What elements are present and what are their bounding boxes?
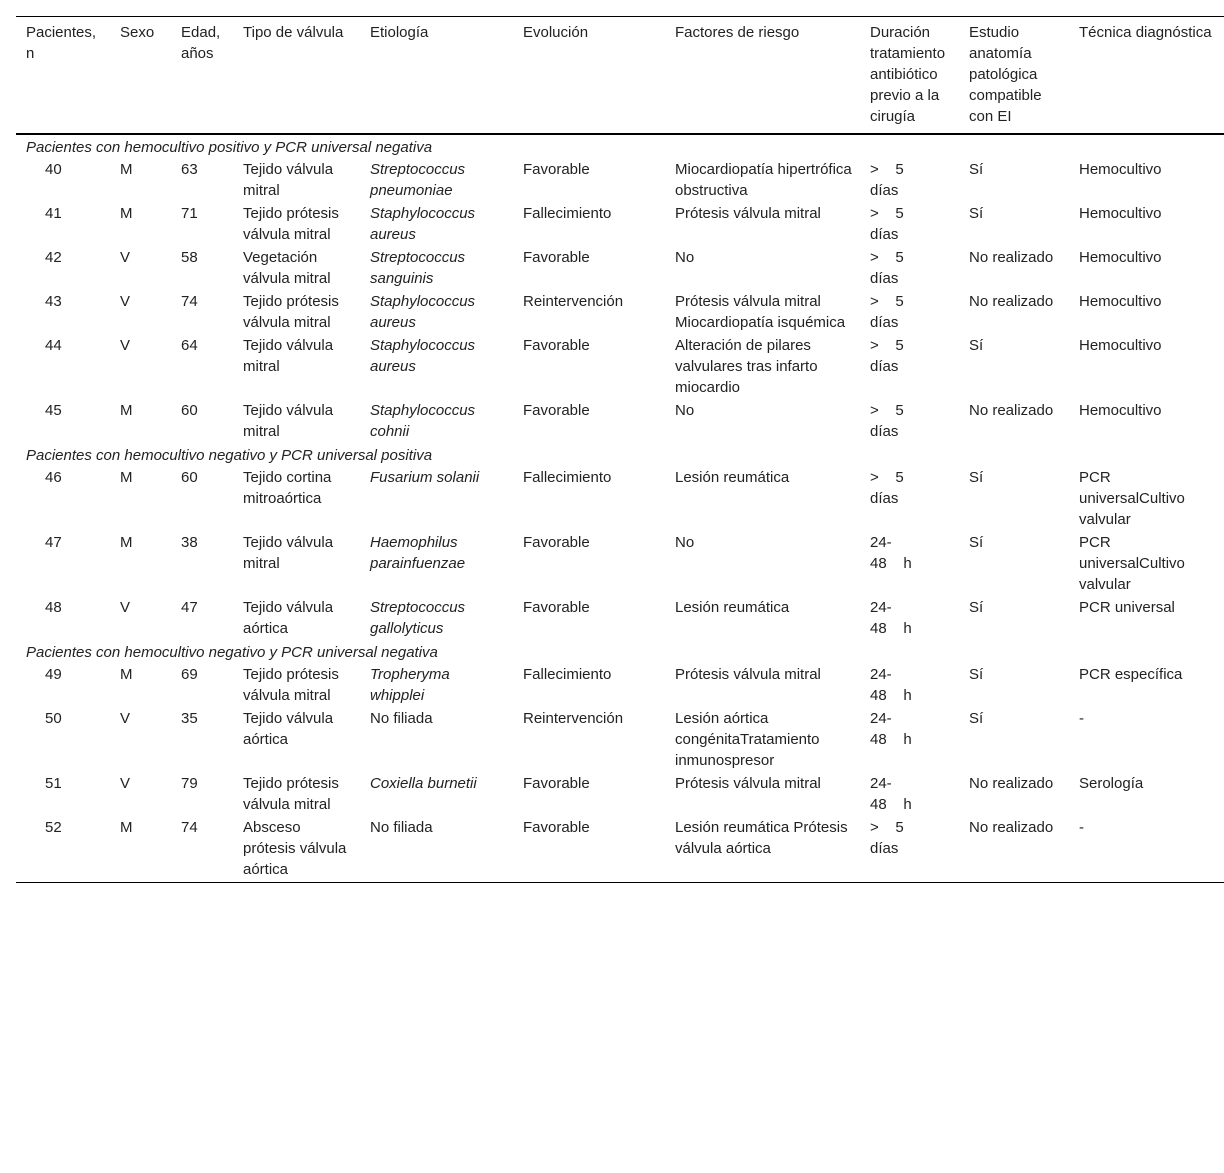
cell-factores: No [675, 402, 695, 419]
table-row [16, 290, 1224, 334]
cell-patient-number: 42 [45, 249, 62, 266]
duracion-line-2: días [870, 314, 899, 331]
cell-valvula: Tejido válvula mitral [243, 161, 334, 199]
cell-valvula: Tejido prótesis válvula mitral [243, 666, 339, 704]
cell-edad: 69 [181, 666, 198, 683]
cell-tecnica: PCR universalCultivo valvular [1079, 534, 1185, 593]
cell-tecnica: Hemocultivo [1079, 337, 1162, 354]
cell-sexo: M [120, 161, 133, 178]
cell-etiologia: Streptococcus sanguinis [370, 249, 466, 287]
duracion-line-1: > 5 [870, 293, 904, 310]
table-body [16, 134, 1224, 883]
header-pacientes: Pacientes, n [26, 24, 97, 62]
header-anatomia: Estudio anatomía patológica compatible con EI [969, 24, 1042, 125]
cell-evolucion: Fallecimiento [523, 205, 612, 222]
table-header [16, 17, 1224, 135]
patients-table [16, 16, 1224, 883]
cell-edad: 63 [181, 161, 198, 178]
cell-anatomia: Sí [969, 337, 984, 354]
cell-sexo: V [120, 249, 131, 266]
cell-factores: Alteración de pilares valvulares tras infarto miocardio [675, 337, 818, 396]
cell-sexo: M [120, 205, 133, 222]
cell-tecnica: Hemocultivo [1079, 402, 1162, 419]
cell-etiologia: Tropheryma whipplei [370, 666, 450, 704]
table-row [16, 531, 1224, 596]
cell-factores: Miocardiopatía hipertrófica obstructiva [675, 161, 852, 199]
cell-factores: Lesión aórtica congénitaTratamiento inmunospresor [675, 710, 820, 769]
cell-duracion [860, 531, 959, 596]
table-row [16, 202, 1224, 246]
cell-patient-number: 51 [45, 775, 62, 792]
cell-evolucion: Favorable [523, 775, 590, 792]
cell-sexo: V [120, 337, 131, 354]
header-tecnica: Técnica diagnóstica [1079, 24, 1212, 41]
cell-etiologia: Streptococcus pneumoniae [370, 161, 466, 199]
cell-duracion [860, 466, 959, 531]
cell-tecnica: Hemocultivo [1079, 161, 1162, 178]
duracion-line-1: 24- [870, 534, 892, 551]
cell-evolucion: Reintervención [523, 293, 624, 310]
duracion-line-1: > 5 [870, 469, 904, 486]
cell-duracion [860, 772, 959, 816]
cell-evolucion: Favorable [523, 161, 590, 178]
duracion-line-1: 24- [870, 710, 892, 727]
cell-evolucion: Favorable [523, 402, 590, 419]
cell-etiologia: Haemophilus parainfuenzae [370, 534, 466, 572]
cell-patient-number: 50 [45, 710, 62, 727]
cell-edad: 58 [181, 249, 198, 266]
cell-patient-number: 44 [45, 337, 62, 354]
cell-edad: 64 [181, 337, 198, 354]
duracion-line-2: 48 h [870, 620, 912, 637]
duracion-line-1: > 5 [870, 161, 904, 178]
section-title: Pacientes con hemocultivo positivo y PCR universal negativa [26, 139, 433, 156]
cell-patient-number: 46 [45, 469, 62, 486]
cell-etiologia: Coxiella burnetii [370, 775, 477, 792]
cell-anatomia: Sí [969, 599, 984, 616]
cell-valvula: Absceso prótesis válvula aórtica [243, 819, 347, 878]
cell-evolucion: Fallecimiento [523, 666, 612, 683]
duracion-line-1: > 5 [870, 819, 904, 836]
header-valvula: Tipo de válvula [243, 24, 344, 41]
cell-duracion [860, 596, 959, 640]
cell-factores: Lesión reumática Prótesis válvula aórtica [675, 819, 848, 857]
cell-sexo: V [120, 710, 131, 727]
cell-factores: Prótesis válvula mitral Miocardiopatía isquémica [675, 293, 846, 331]
cell-tecnica: - [1079, 819, 1084, 836]
cell-etiologia: Staphylococcus cohnii [370, 402, 476, 440]
cell-sexo: V [120, 293, 131, 310]
cell-edad: 74 [181, 819, 198, 836]
section-row [16, 443, 1224, 466]
cell-patient-number: 45 [45, 402, 62, 419]
duracion-line-2: 48 h [870, 555, 912, 572]
cell-factores: Prótesis válvula mitral [675, 775, 821, 792]
cell-tecnica: PCR universalCultivo valvular [1079, 469, 1185, 528]
cell-anatomia: No realizado [969, 819, 1054, 836]
cell-evolucion: Favorable [523, 249, 590, 266]
cell-factores: No [675, 249, 695, 266]
cell-anatomia: No realizado [969, 293, 1054, 310]
table-row [16, 596, 1224, 640]
cell-valvula: Vegetación válvula mitral [243, 249, 331, 287]
cell-etiologia: No filiada [370, 710, 433, 727]
cell-duracion [860, 816, 959, 883]
duracion-line-1: > 5 [870, 337, 904, 354]
cell-evolucion: Favorable [523, 819, 590, 836]
cell-evolucion: Fallecimiento [523, 469, 612, 486]
section-title: Pacientes con hemocultivo negativo y PCR universal positiva [26, 447, 433, 464]
cell-valvula: Tejido válvula mitral [243, 337, 334, 375]
cell-anatomia: No realizado [969, 402, 1054, 419]
cell-valvula: Tejido prótesis válvula mitral [243, 205, 339, 243]
cell-valvula: Tejido válvula aórtica [243, 599, 334, 637]
duracion-line-2: días [870, 840, 899, 857]
table-row [16, 707, 1224, 772]
duracion-line-1: > 5 [870, 205, 904, 222]
cell-duracion [860, 334, 959, 399]
cell-tecnica: PCR universal [1079, 599, 1175, 616]
duracion-line-2: días [870, 490, 899, 507]
cell-factores: Lesión reumática [675, 599, 790, 616]
cell-evolucion: Favorable [523, 599, 590, 616]
cell-duracion [860, 663, 959, 707]
duracion-line-1: > 5 [870, 249, 904, 266]
cell-valvula: Tejido válvula mitral [243, 402, 334, 440]
cell-duracion [860, 290, 959, 334]
cell-patient-number: 48 [45, 599, 62, 616]
cell-edad: 60 [181, 469, 198, 486]
cell-etiologia: No filiada [370, 819, 433, 836]
cell-sexo: M [120, 402, 133, 419]
cell-patient-number: 47 [45, 534, 62, 551]
duracion-line-1: 24- [870, 666, 892, 683]
cell-factores: No [675, 534, 695, 551]
header-edad: Edad, años [181, 24, 221, 62]
duracion-line-2: 48 h [870, 731, 912, 748]
cell-anatomia: Sí [969, 666, 984, 683]
duracion-line-1: 24- [870, 775, 892, 792]
cell-evolucion: Favorable [523, 337, 590, 354]
header-sexo: Sexo [120, 24, 155, 41]
cell-patient-number: 41 [45, 205, 62, 222]
table-row [16, 399, 1224, 443]
table-row [16, 466, 1224, 531]
duracion-line-2: días [870, 423, 899, 440]
cell-anatomia: Sí [969, 534, 984, 551]
duracion-line-2: 48 h [870, 796, 912, 813]
cell-etiologia: Staphylococcus aureus [370, 337, 476, 375]
cell-patient-number: 43 [45, 293, 62, 310]
cell-sexo: M [120, 666, 133, 683]
cell-duracion [860, 158, 959, 202]
duracion-line-1: > 5 [870, 402, 904, 419]
cell-factores: Lesión reumática [675, 469, 790, 486]
cell-factores: Prótesis válvula mitral [675, 666, 821, 683]
duracion-line-2: 48 h [870, 687, 912, 704]
cell-anatomia: Sí [969, 161, 984, 178]
header-etiologia: Etiología [370, 24, 429, 41]
cell-duracion [860, 202, 959, 246]
cell-tecnica: Hemocultivo [1079, 293, 1162, 310]
table-row [16, 816, 1224, 883]
duracion-line-1: 24- [870, 599, 892, 616]
cell-valvula: Tejido prótesis válvula mitral [243, 293, 339, 331]
cell-sexo: M [120, 469, 133, 486]
cell-valvula: Tejido válvula mitral [243, 534, 334, 572]
cell-sexo: M [120, 534, 133, 551]
header-evolucion: Evolución [523, 24, 589, 41]
cell-etiologia: Streptococcus gallolyticus [370, 599, 466, 637]
cell-patient-number: 52 [45, 819, 62, 836]
cell-edad: 79 [181, 775, 198, 792]
section-row [16, 640, 1224, 663]
cell-valvula: Tejido cortina mitroaórtica [243, 469, 332, 507]
cell-tecnica: PCR específica [1079, 666, 1183, 683]
table-row [16, 158, 1224, 202]
cell-duracion [860, 399, 959, 443]
duracion-line-2: días [870, 358, 899, 375]
cell-evolucion: Reintervención [523, 710, 624, 727]
cell-tecnica: - [1079, 710, 1084, 727]
cell-patient-number: 49 [45, 666, 62, 683]
cell-anatomia: Sí [969, 710, 984, 727]
section-row [16, 134, 1224, 158]
cell-anatomia: No realizado [969, 249, 1054, 266]
cell-edad: 38 [181, 534, 198, 551]
duracion-line-2: días [870, 270, 899, 287]
cell-edad: 60 [181, 402, 198, 419]
cell-edad: 74 [181, 293, 198, 310]
cell-sexo: M [120, 819, 133, 836]
cell-tecnica: Serología [1079, 775, 1144, 792]
cell-valvula: Tejido válvula aórtica [243, 710, 334, 748]
cell-tecnica: Hemocultivo [1079, 249, 1162, 266]
cell-anatomia: Sí [969, 469, 984, 486]
cell-etiologia: Fusarium solanii [370, 469, 480, 486]
table-row [16, 772, 1224, 816]
cell-valvula: Tejido prótesis válvula mitral [243, 775, 339, 813]
section-title: Pacientes con hemocultivo negativo y PCR universal negativa [26, 644, 438, 661]
cell-anatomia: Sí [969, 205, 984, 222]
duracion-line-2: días [870, 226, 899, 243]
header-row [16, 17, 1224, 135]
cell-tecnica: Hemocultivo [1079, 205, 1162, 222]
cell-etiologia: Staphylococcus aureus [370, 205, 476, 243]
table-row [16, 246, 1224, 290]
table-row [16, 334, 1224, 399]
cell-sexo: V [120, 599, 131, 616]
header-duracion: Duración tratamiento antibiótico previo a la cirugía [870, 24, 946, 125]
header-factores: Factores de riesgo [675, 24, 800, 41]
cell-sexo: V [120, 775, 131, 792]
cell-anatomia: No realizado [969, 775, 1054, 792]
cell-edad: 47 [181, 599, 198, 616]
cell-etiologia: Staphylococcus aureus [370, 293, 476, 331]
cell-edad: 71 [181, 205, 198, 222]
cell-evolucion: Favorable [523, 534, 590, 551]
cell-duracion [860, 707, 959, 772]
cell-patient-number: 40 [45, 161, 62, 178]
cell-edad: 35 [181, 710, 198, 727]
duracion-line-2: días [870, 182, 899, 199]
cell-duracion [860, 246, 959, 290]
table-row [16, 663, 1224, 707]
cell-factores: Prótesis válvula mitral [675, 205, 821, 222]
